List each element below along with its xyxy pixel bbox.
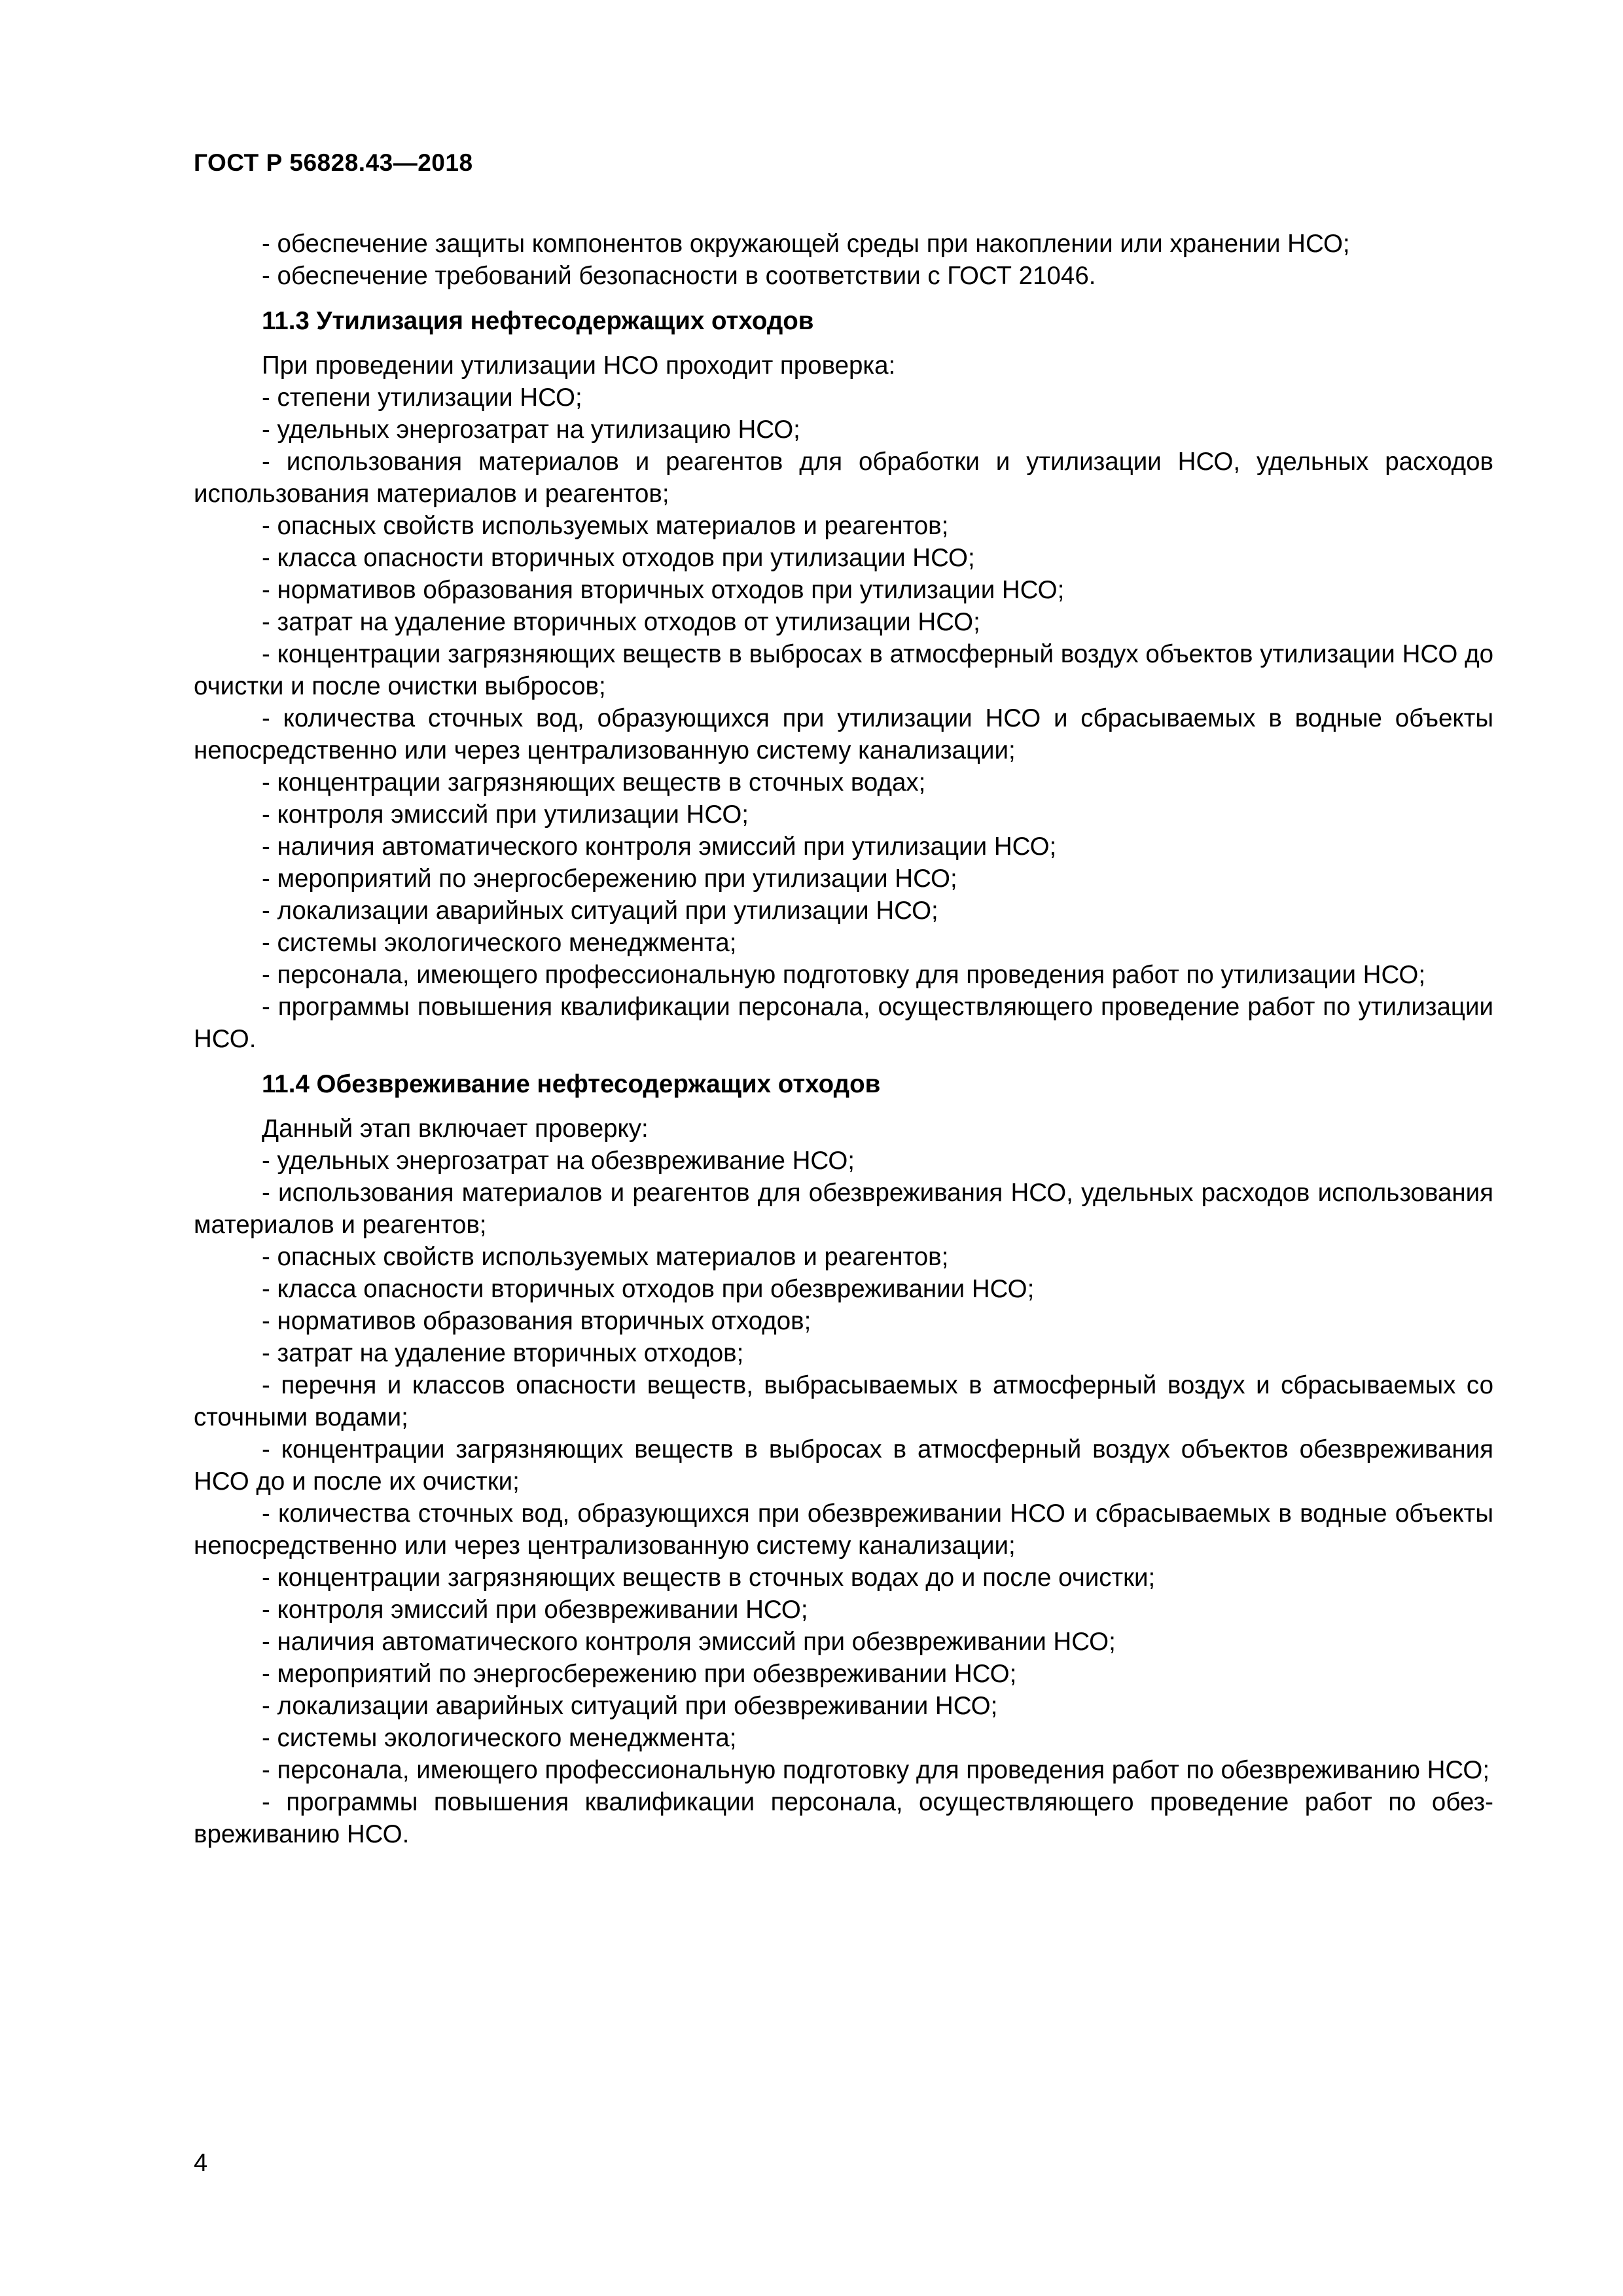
list-item: - локализации аварийных ситуаций при утилизации НСО; <box>262 897 938 925</box>
list-item: - затрат на удаление вторичных отходов; <box>262 1339 744 1367</box>
list-item: - концентрации загрязняющих веществ в сточных водах; <box>262 768 926 797</box>
list-item: - программы повышения квалификации персонала, осуществляющего проведение работ по утилизации НСО. <box>194 993 1493 1053</box>
list-item: - удельных энергозатрат на обезвреживание НСО; <box>262 1147 855 1175</box>
list-item: - класса опасности вторичных отходов при утилизации НСО; <box>262 544 975 572</box>
list-item: - опасных свойств используемых материалов и реагентов; <box>262 1243 949 1271</box>
list-item: - опасных свойств используемых материалов и реагентов; <box>262 512 949 540</box>
list-item: - контроля эмиссий при утилизации НСО; <box>262 800 749 829</box>
list-item: - использования материалов и реагентов для обезвреживания НСО, удельных расходов использования материалов и реагентов; <box>194 1179 1493 1239</box>
list-item: - удельных энергозатрат на утилизацию НСО; <box>262 416 800 444</box>
list-item: - степени утилизации НСО; <box>262 384 582 412</box>
page-number: 4 <box>194 2149 208 2177</box>
list-item: - перечня и классов опасности веществ, выбрасываемых в атмосферный воздух и сбрасываемых со сточными водами; <box>194 1371 1493 1431</box>
section-lead: Данный этап включает проверку: <box>262 1115 649 1143</box>
list-item: - локализации аварийных ситуаций при обезвреживании НСО; <box>262 1692 998 1720</box>
list-item: - концентрации загрязняющих веществ в сточных водах до и после очистки; <box>262 1564 1156 1592</box>
list-item: - мероприятий по энергосбережению при обезвреживании НСО; <box>262 1660 1017 1688</box>
list-item: - использования материалов и реагентов для обработки и утилизации НСО, удельных расходов использования материалов и реагентов; <box>194 448 1493 508</box>
list-item: - системы экологического менеджмента; <box>262 929 737 957</box>
document-body <box>194 228 1493 1850</box>
list-item: - мероприятий по энергосбережению при утилизации НСО; <box>262 865 957 893</box>
list-item: - нормативов образования вторичных отходов при утилизации НСО; <box>262 576 1065 604</box>
list-item: - контроля эмиссий при обезвреживании НСО; <box>262 1596 808 1624</box>
list-item: - затрат на удаление вторичных отходов от утилизации НСО; <box>262 608 980 636</box>
intro-item: - обеспечение требований безопасности в соответствии с ГОСТ 21046. <box>262 262 1096 290</box>
section-heading-11-3: 11.3 Утилизация нефтесодержащих отходов <box>262 307 814 335</box>
section-lead: При проведении утилизации НСО проходит проверка: <box>262 351 896 380</box>
list-item: - концентрации загрязняющих веществ в выбросах в атмосферный воздух объектов утилизации НСО до очистки и после очистки выбросов; <box>194 640 1493 700</box>
list-item: - персонала, имеющего профессиональную подготовку для проведения работ по утилизации НСО; <box>262 961 1426 989</box>
list-item: - программы повышения квалификации персонала, осуществляющего проведение работ по обезвреживанию НСО. <box>194 1788 1493 1848</box>
list-item: - количества сточных вод, образующихся при обезвреживании НСО и сбрасываемых в водные объекты непосредственно или через централизованную систему канализации; <box>194 1499 1493 1560</box>
list-item: - наличия автоматического контроля эмиссий при утилизации НСО; <box>262 833 1057 861</box>
list-item: - наличия автоматического контроля эмиссий при обезвреживании НСО; <box>262 1628 1116 1656</box>
list-item: - класса опасности вторичных отходов при обезвреживании НСО; <box>262 1275 1035 1303</box>
section-heading-11-4: 11.4 Обезвреживание нефтесодержащих отходов <box>262 1070 881 1098</box>
list-item: - персонала, имеющего профессиональную подготовку для проведения работ по обезвреживанию НСО; <box>262 1756 1490 1784</box>
document-header: ГОСТ Р 56828.43—2018 <box>194 149 473 176</box>
intro-item: - обеспечение защиты компонентов окружающей среды при накоплении или хранении НСО; <box>262 230 1350 258</box>
list-item: - концентрации загрязняющих веществ в выбросах в атмосферный воздух объектов обезвреживания НСО до и после их очистки; <box>194 1435 1493 1496</box>
list-item: - системы экологического менеджмента; <box>262 1724 737 1752</box>
list-item: - нормативов образования вторичных отходов; <box>262 1307 812 1335</box>
list-item: - количества сточных вод, образующихся при утилизации НСО и сбрасываемых в водные объекты непосредственно или через централизованную систему канализации; <box>194 704 1493 764</box>
